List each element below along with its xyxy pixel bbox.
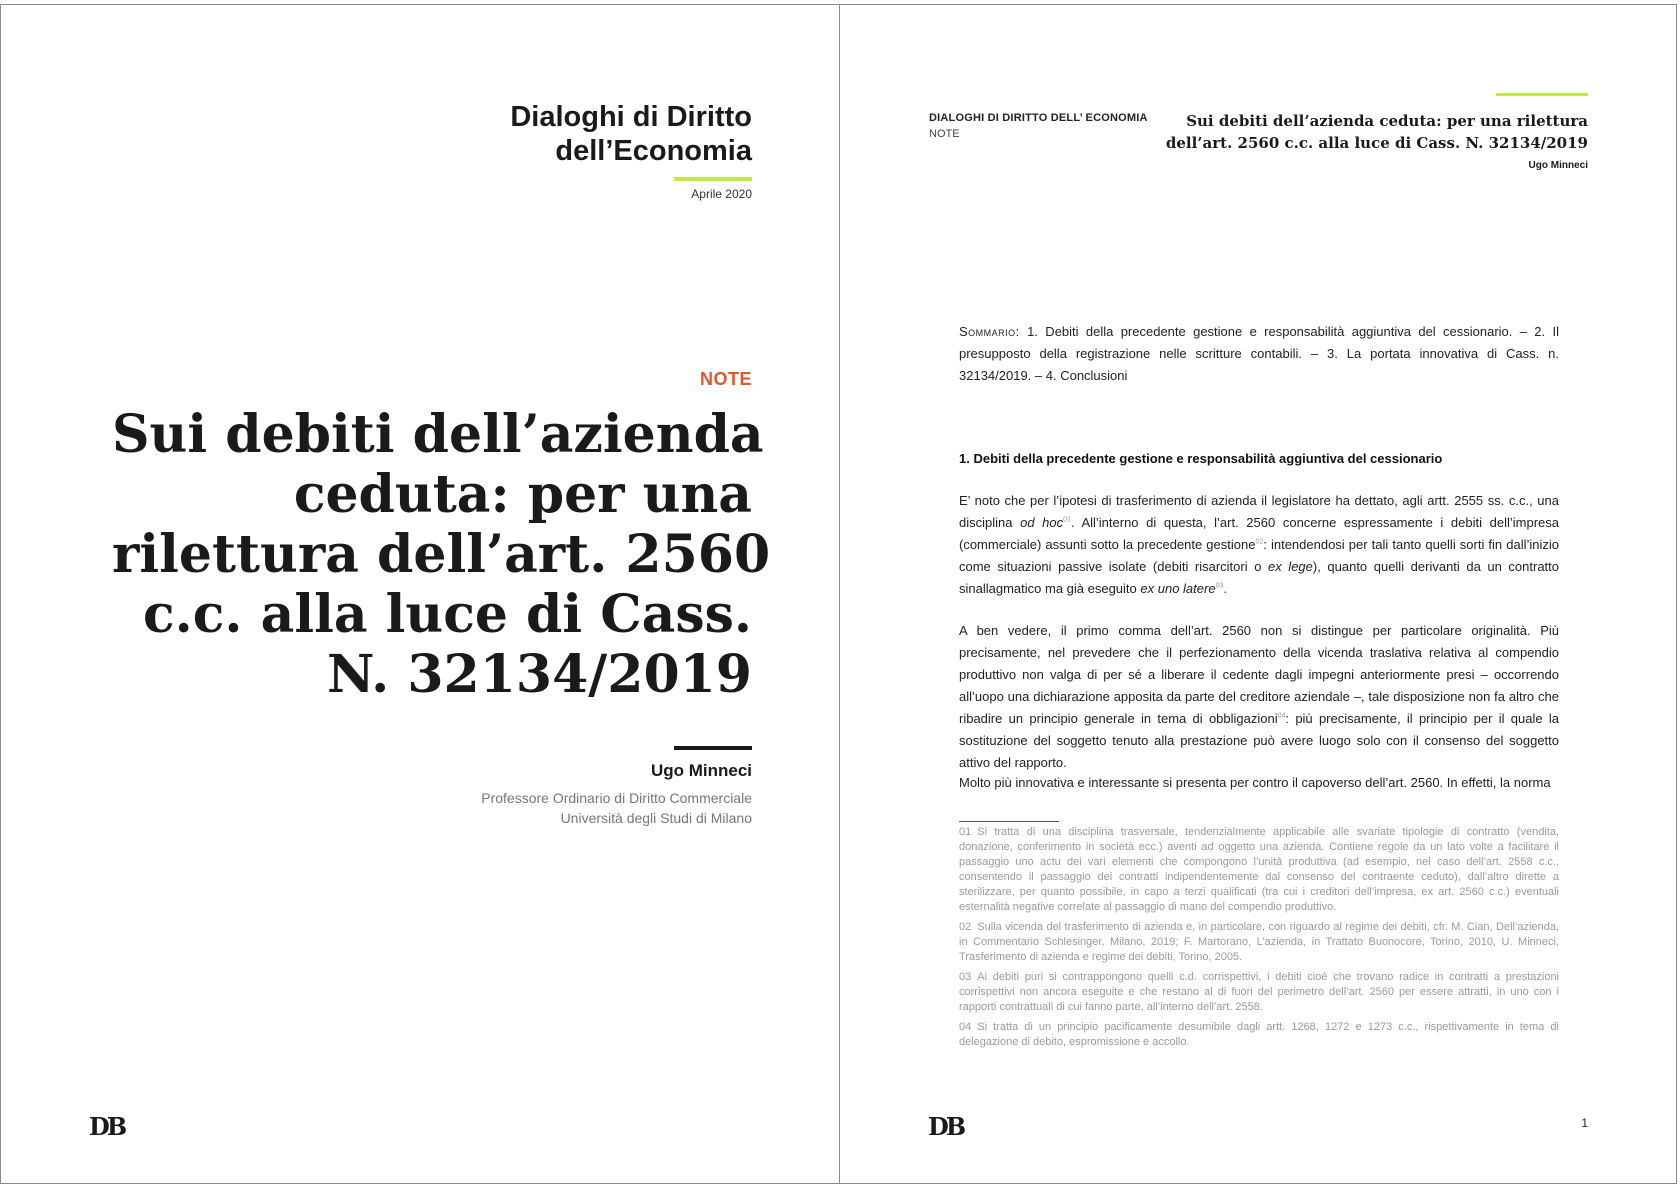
section-label: NOTE: [699, 369, 752, 389]
text-run: : più precisamente, il principio per il quale la sostituzione del soggetto tenuto alla prestazione può avere luogo solo con il consenso del soggetto attivo del rapporto.: [959, 711, 1559, 770]
running-title-line2: dell’art. 2560 c.c. alla luce di Cass. N. 32134/2019: [1165, 134, 1588, 152]
text-run: A ben vedere, il primo comma dell’art. 2560 non si distingue per particolare originalità. Più precisamente, nel prevedere che il perfezionamento della vicenda traslativa relativa al compendio produttivo non valga di per sé a liberare il cedente dagli impegni anteriormente presi – occorrendo all’uopo una dichiarazione apposita da parte del creditore aziendale –, tale disposizione non fa altro che ribadire un principio generale in tema di obbligazioni: [959, 623, 1559, 726]
footnote-text: Ai debiti puri si contrappongono quelli c.d. corrispettivi, i debiti cioè che trovano radice in contratti a prestazioni corrispettivi non ancora eseguite e che restano al di fuori del perimetro dell’art. 2560 per essere attratti, in uno con i rapporti contrattuali di cui fanno parte, all’interno dell’art. 2558.: [959, 971, 1559, 1013]
footnote-text: Si tratta di un principio pacificamente desumibile dagli artt. 1268, 1272 e 1273 c.c., rispettivamente in tema di delegazione di debito, espromissione e accollo.: [959, 1021, 1559, 1048]
footnote-number: 03: [959, 971, 972, 983]
publisher-logo: DB: [89, 1112, 125, 1141]
issue-date: Aprile 2020: [691, 187, 752, 201]
footnote-ref[interactable]: 03: [1215, 582, 1224, 590]
author-affiliation-line1: Professore Ordinario di Diritto Commerciale: [481, 790, 752, 806]
text-run: . All’interno di questa, l’art. 2560 concerne espressamente i debiti dell’impresa (commerciale) assunti sotto la precedente gestione: [959, 515, 1559, 552]
footnote-number: 04: [959, 1021, 972, 1033]
section-heading: 1. Debiti della precedente gestione e responsabilità aggiuntiva del cessionario: [959, 451, 1443, 466]
footnotes: [959, 825, 1559, 1055]
text-run: : intendendosi per tali tanto quelli sorti fin dall’inizio come situazioni passive isolate (debiti risarcitori o: [959, 537, 1560, 574]
summary: [959, 321, 1559, 387]
article-title-line: c.c. alla luce di Cass.: [143, 584, 752, 645]
article-title: [112, 404, 771, 705]
article-page: [840, 5, 1676, 1183]
footnote-number: 01: [959, 826, 972, 838]
paragraph: [959, 620, 1559, 774]
journal-title-line2: dell’Economia: [555, 135, 752, 167]
article-title-line: Sui debiti dell’azienda: [112, 404, 764, 465]
footnote: [959, 825, 1559, 915]
article-title-line: rilettura dell’art. 2560: [112, 524, 771, 585]
paragraph: Molto più innovativa e interessante si presenta per contro il capoverso dell’art. 2560. In effetti, la norma: [959, 775, 1551, 790]
text-run-italic: od hoc: [1020, 515, 1064, 530]
author-affiliation: [481, 788, 752, 828]
page-number: 1: [1581, 1116, 1588, 1130]
text-run: ), quanto quelli derivanti da un contratto sinallagmatico ma già eseguito: [959, 559, 1560, 596]
footnote-ref[interactable]: 02: [1255, 538, 1264, 546]
summary-text: 1. Debiti della precedente gestione e responsabilità aggiuntiva del cessionario. – 2. Il presupposto della registrazione nelle scritture contabili. – 3. La portata innovativa di Cass. n. 32134/2019. – 4. Conclusioni: [959, 324, 1559, 383]
paragraph: [959, 490, 1559, 600]
footnote-ref[interactable]: 01: [1063, 516, 1071, 524]
footnote-text: Si tratta di una disciplina trasversale, tendenzialmente applicabile alle svariate tipologie di contratto (vendita, donazione, conferimento in società ecc.) aventi ad oggetto una azienda. Contiene regole da un lato volte a facilitare il passaggio uno actu dei vari elementi che compongono l’unità produttiva (ad esempio, nel caso dell’art. 2558 c.c., consentendo il passaggio dei contratti indipendentemente dal consenso del contraente ceduto), dall’altro dirette a sterilizzare, per quanto possibile, in capo a terzi qualificati (tra cui i creditori dell’impresa, ex art. 2560 c.c.) eventuali esternalità negative correlate al passaggio di mano del compendio produttivo.: [959, 826, 1559, 913]
text-run: .: [1223, 581, 1227, 596]
footnote-ref[interactable]: 04: [1277, 712, 1286, 720]
author-name: Ugo Minneci: [650, 761, 752, 780]
running-header-section: NOTE: [929, 128, 960, 140]
article-title-line: N. 32134/2019: [326, 644, 752, 705]
running-header-title: [1166, 110, 1588, 154]
footnote: [959, 1020, 1559, 1050]
text-run-italic: ex uno latere: [1140, 581, 1216, 596]
publisher-logo: DB: [928, 1112, 964, 1141]
footnote: [959, 920, 1559, 965]
author-divider: [674, 746, 752, 750]
accent-bar: [1496, 93, 1588, 96]
running-header-journal: DIALOGHI DI DIRITTO DELL’ ECONOMIA: [929, 112, 1148, 124]
text-run-italic: ex lege: [1268, 559, 1313, 574]
footnote-number: 02: [959, 921, 972, 933]
journal-title-line1: Dialoghi di Diritto: [510, 101, 752, 133]
accent-bar: [674, 177, 752, 181]
document-spread: [0, 4, 1677, 1184]
footnote-text: Sulla vicenda del trasferimento di azienda e, in particolare, con riguardo al regime dei debiti, cfr. M. Cian, Dell’azienda, in Commentario Schlesinger, Milano, 2019; F. Martorano, L’azienda, in Trattato Buonocore, Torino, 2010, U. Minneci, Trasferimento di azienda e regime dei debiti, Torino, 2005.: [959, 921, 1559, 963]
cover-page: [1, 5, 839, 1183]
footnote: [959, 970, 1559, 1015]
summary-label: Sommario:: [959, 324, 1020, 339]
author-affiliation-line2: Università degli Studi di Milano: [560, 810, 752, 826]
journal-title: [510, 100, 752, 168]
running-title-line1: Sui debiti dell’azienda ceduta: per una rilettura: [1186, 112, 1588, 130]
article-title-line: ceduta: per una: [293, 464, 752, 525]
running-header-author: Ugo Minneci: [1528, 160, 1588, 171]
footnote-rule: [959, 821, 1059, 822]
text-run: E’ noto che per l’ipotesi di trasferimento di azienda il legislatore ha dettato, agli artt. 2555 ss. c.c., una disciplina: [959, 493, 1559, 530]
